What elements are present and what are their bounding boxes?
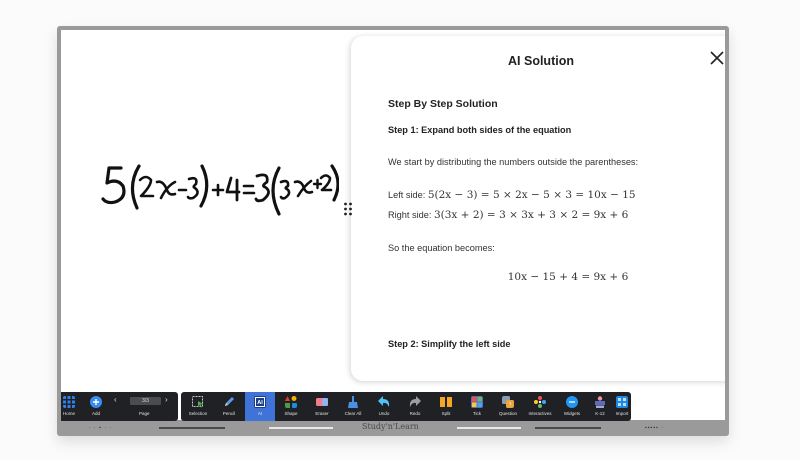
right-side-line (388, 209, 708, 221)
k12-button[interactable] (588, 392, 612, 421)
eraser-button[interactable] (307, 392, 337, 421)
add-button[interactable] (85, 392, 107, 421)
redo-icon (409, 396, 421, 408)
step2-title: Step 2: Simplify the left side (388, 339, 511, 349)
ai-solution-panel (351, 36, 725, 381)
redo-button[interactable] (400, 392, 430, 421)
interactives-label: Interactives (528, 411, 552, 416)
toolbar-left (61, 392, 178, 421)
tick-label: Tick (472, 411, 482, 416)
selection-button[interactable] (183, 392, 213, 421)
pencil-icon (223, 396, 235, 408)
bezel-light-right (457, 427, 521, 429)
undo-icon (378, 396, 390, 408)
redo-label: Redo (409, 411, 421, 416)
toolbar-main (181, 392, 631, 421)
widgets-label: Widgets (563, 411, 581, 416)
svg-text:?: ? (508, 402, 512, 408)
k12-icon (594, 396, 606, 408)
clear-all-label: Clear All (344, 411, 362, 416)
step1-title: Step 1: Expand both sides of the equation (388, 125, 572, 135)
clear-all-button[interactable] (338, 392, 368, 421)
widgets-icon (566, 396, 578, 408)
question-icon (502, 396, 514, 408)
plus-circle-icon (90, 396, 102, 408)
interactives-icon (534, 396, 546, 408)
bezel-bottom (57, 420, 729, 436)
next-page-button[interactable]: › (165, 395, 168, 404)
home-label: Home (62, 411, 75, 416)
split-label: Split (441, 411, 451, 416)
page-label: Page (139, 411, 150, 416)
ai-label: AI (257, 411, 263, 416)
question-label: Question (498, 411, 517, 416)
bezel-vent-right (535, 427, 601, 429)
eraser-icon (316, 396, 328, 408)
bezel-vent-left (159, 427, 225, 429)
import-icon (616, 396, 628, 408)
result-equation: 10x − 15 + 4 = 9x + 6 (507, 271, 629, 283)
import-label: Import (615, 411, 629, 416)
right-side-math: 3(3x + 2) = 3 × 3x + 3 × 2 = 9x + 6 (433, 209, 629, 221)
selection-label: Selection (188, 411, 208, 416)
tick-icon (471, 396, 483, 408)
handwritten-equation[interactable] (99, 156, 339, 216)
close-icon[interactable] (709, 50, 725, 66)
panel-title: AI Solution (508, 54, 574, 68)
shape-button[interactable] (276, 392, 306, 421)
import-button[interactable] (612, 392, 632, 421)
undo-label: Undo (378, 411, 390, 416)
ai-button[interactable] (245, 392, 275, 421)
shape-icon (285, 396, 297, 408)
prev-page-button[interactable]: ‹ (114, 395, 117, 404)
split-button[interactable] (431, 392, 461, 421)
tick-button[interactable] (462, 392, 492, 421)
page-indicator: 3/3 (130, 397, 161, 405)
bezel-ports-left: · · ▪ · · (89, 425, 112, 431)
left-side-label: Left side: (388, 190, 428, 200)
interactives-button[interactable] (524, 392, 556, 421)
drag-handle-icon[interactable] (343, 202, 353, 216)
pencil-button[interactable] (214, 392, 244, 421)
left-side-line (388, 189, 708, 201)
step1-intro: We start by distributing the numbers outside the parentheses: (388, 157, 639, 167)
right-side-label: Right side: (388, 210, 434, 220)
svg-text:AI: AI (257, 400, 263, 406)
smartboard-frame (57, 26, 729, 436)
undo-button[interactable] (369, 392, 399, 421)
selection-icon (192, 396, 204, 408)
solution-heading: Step By Step Solution (388, 98, 498, 110)
widgets-button[interactable] (557, 392, 587, 421)
add-label: Add (91, 411, 100, 416)
bezel-light-left (269, 427, 333, 429)
eraser-label: Eraser (315, 411, 329, 416)
left-side-math: 5(2x − 3) = 5 × 2x − 5 × 3 = 10x − 15 (427, 189, 636, 201)
grid-icon (63, 396, 75, 408)
broom-icon (347, 396, 359, 408)
solution-content (388, 98, 708, 349)
equation-becomes-text: So the equation becomes: (388, 243, 495, 253)
bezel-buttons-right[interactable]: ▪▪▪▪▪ · (645, 425, 664, 431)
ai-icon (254, 396, 266, 408)
k12-label: K-12 (595, 411, 605, 416)
split-icon (440, 396, 452, 408)
shape-label: Shape (284, 411, 298, 416)
whiteboard-screen[interactable] (61, 30, 725, 420)
pencil-label: Pencil (222, 411, 236, 416)
home-button[interactable] (61, 392, 77, 421)
question-button[interactable] (493, 392, 523, 421)
brand-logo: Study'n'Learn (362, 422, 419, 431)
